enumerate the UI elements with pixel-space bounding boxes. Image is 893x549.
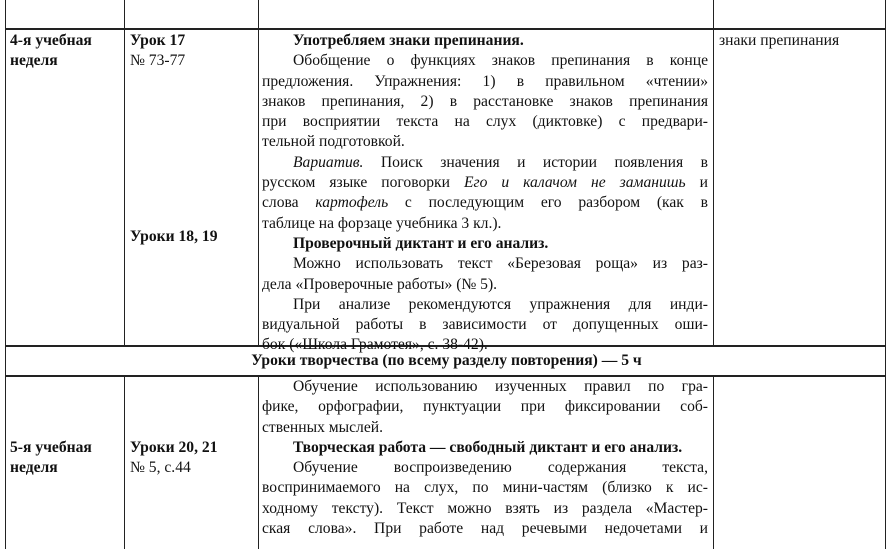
week-label: неделя bbox=[10, 52, 58, 69]
grid-line-right bbox=[885, 0, 886, 549]
grid-line-col3 bbox=[713, 0, 714, 346]
topic-heading: Употребляем знаки препинания. bbox=[293, 32, 524, 49]
text-line: таблице на форзаце учебника 3 кл.). bbox=[262, 214, 502, 232]
text-line: ская слова». При работе над речевыми недочетами и bbox=[262, 520, 708, 538]
text-line: воспринимаемого на слух, по мини-частям (близко к ис- bbox=[262, 479, 708, 497]
grid-line-col1-b bbox=[124, 376, 125, 549]
text-line: ственных мыслей. bbox=[262, 418, 384, 436]
text-line: бок («Школа Грамотея», с. 38-42). bbox=[262, 336, 488, 354]
text-line: предложения. Упражнения: 1) в правильном «чтении» bbox=[262, 72, 708, 90]
grid-line-col2 bbox=[258, 0, 259, 346]
lesson-title: Уроки 18, 19 bbox=[130, 228, 218, 245]
grid-line-col1 bbox=[124, 0, 125, 346]
lesson-content bbox=[262, 377, 708, 539]
text-line: знаков препинания, 2) в расстановке знаков препинания bbox=[262, 92, 708, 110]
week-label: 5-я учебная bbox=[10, 439, 92, 456]
proverb: Его и калачом не заманишь bbox=[463, 174, 686, 192]
topic-heading: Творческая работа — свободный диктант и его анализ. bbox=[293, 438, 683, 456]
lesson-title: Урок 17 bbox=[130, 32, 186, 49]
grid-line-row1-top bbox=[5, 28, 886, 30]
lesson-title: Уроки 20, 21 bbox=[130, 439, 218, 456]
text-line: Обучение воспроизведению содержания текста, bbox=[293, 459, 708, 477]
text-line: русском языке поговорки Его и калачом не заманишь и bbox=[262, 174, 708, 192]
text-line: Обучение использованию изученных правил по гра- bbox=[293, 378, 708, 395]
text-line: слова картофель с последующим его разбором (как в bbox=[262, 194, 708, 212]
text-line: дела «Проверочные работы» (№ 5). bbox=[262, 275, 498, 293]
text-line: Обобщение о функциях знаков препинания в конце bbox=[293, 52, 708, 70]
text-line: при восприятии текста на слух (диктовке) с предвари- bbox=[262, 113, 708, 131]
word: картофель bbox=[315, 194, 389, 212]
grid-line-col2-b bbox=[258, 376, 259, 549]
text-line: Вариатив. Поиск значения и истории появления в bbox=[293, 153, 708, 171]
text-line: видуальной работы в зависимости от допущенных оши- bbox=[262, 316, 708, 334]
text-line: тельной подготовкой. bbox=[262, 133, 405, 151]
grid-line-col3-b bbox=[713, 376, 714, 549]
vocab-cell: знаки препинания bbox=[719, 32, 840, 49]
topic-heading: Проверочный диктант и его анализ. bbox=[293, 234, 549, 252]
week-label: неделя bbox=[10, 459, 58, 476]
lesson-ref: № 73-77 bbox=[130, 52, 186, 69]
text-line: ходному тексту). Текст можно взять из раздела «Мастер- bbox=[262, 499, 708, 517]
week-label: 4-я учебная bbox=[10, 32, 92, 49]
variant-label: Вариатив. bbox=[293, 153, 364, 171]
lesson-ref: № 5, с.44 bbox=[130, 459, 191, 476]
text-line: При анализе рекомендуются упражнения для инди- bbox=[293, 295, 708, 313]
grid-line-left bbox=[5, 0, 6, 549]
text-line: фике, орфографии, пунктуации при фиксировании соб- bbox=[262, 398, 708, 416]
lesson-content bbox=[262, 31, 708, 356]
text-line: Можно использовать текст «Березовая роща» из раз- bbox=[293, 255, 708, 273]
section-heading: Уроки творчества (по всему разделу повторения) — 5 ч bbox=[251, 352, 642, 369]
